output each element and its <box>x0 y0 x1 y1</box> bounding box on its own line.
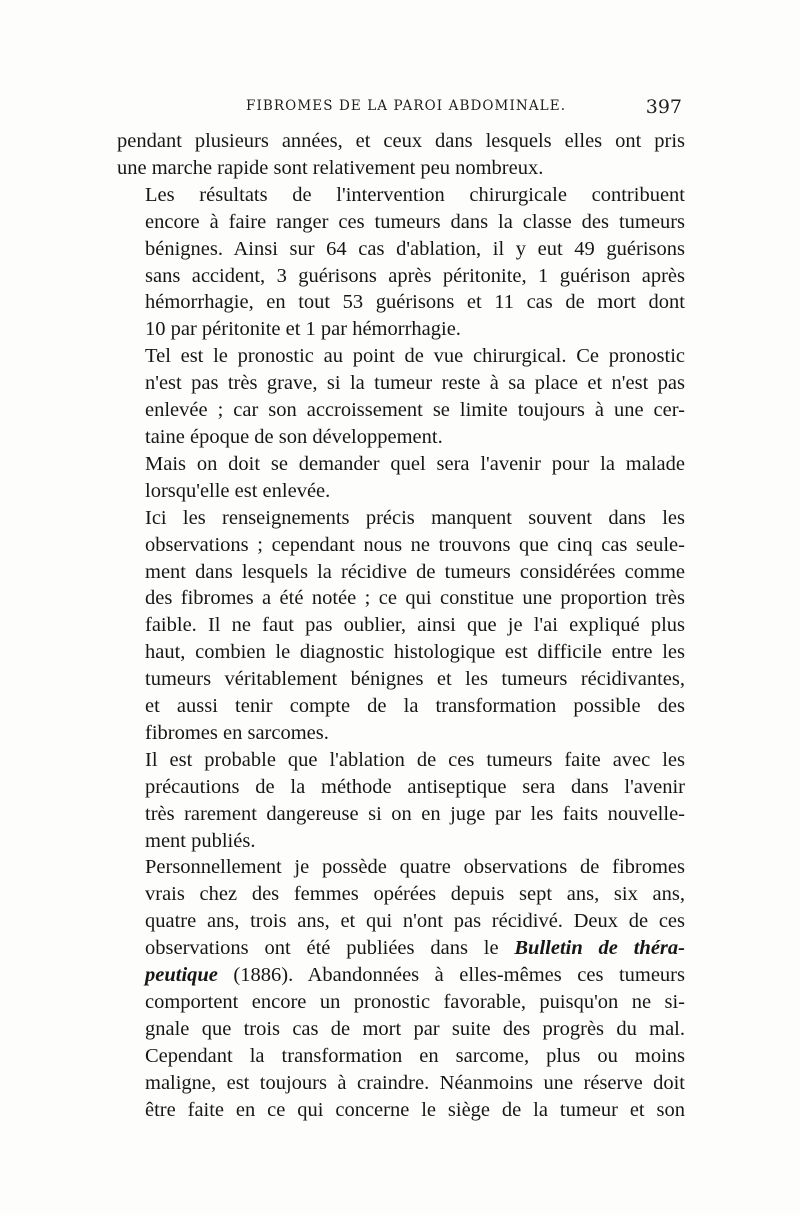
text-line: Les résultats de l'intervention chirurgicale contribuent <box>145 183 685 206</box>
text-line: taine époque de son développement. <box>145 425 443 448</box>
text-line: tumeurs véritablement bénignes et les tumeurs récidivantes, <box>145 668 685 691</box>
text-line: lorsqu'elle est enlevée. <box>145 479 331 502</box>
page-number: 397 <box>645 96 682 118</box>
text-line: Cependant la transformation en sarcome, plus ou moins <box>145 1044 685 1067</box>
text-line: enlevée ; car son accroissement se limite toujours à une cer- <box>145 399 685 422</box>
text-line: n'est pas très grave, si la tumeur reste à sa place et n'est pas <box>145 372 685 395</box>
text-line: sans accident, 3 guérisons après péritonite, 1 guérison après <box>145 264 685 287</box>
text-line-with-citation <box>117 962 685 989</box>
text-segment: (1886). Abandonnées à elles-mêmes ces tumeurs <box>217 964 685 987</box>
text-line: observations ; cependant nous ne trouvons que cinq cas seule- <box>145 533 685 556</box>
paragraph <box>117 747 685 855</box>
paragraph <box>117 182 685 343</box>
text-line: 10 par péritonite et 1 par hémorrhagie. <box>145 318 461 341</box>
text-line: bénignes. Ainsi sur 64 cas d'ablation, il y eut 49 guérisons <box>145 237 685 260</box>
text-line: ment dans lesquels la récidive de tumeurs considérées comme <box>145 560 685 583</box>
journal-title: Bulletin de théra- <box>514 937 685 960</box>
text-line: hémorrhagie, en tout 53 guérisons et 11 cas de mort dont <box>145 291 685 314</box>
journal-title: peutique <box>145 964 218 987</box>
text-line: fibromes en sarcomes. <box>145 721 329 744</box>
paragraph <box>117 128 685 182</box>
text-line: comportent encore un pronostic favorable, puisqu'on ne si- <box>145 991 685 1013</box>
text-line: et aussi tenir compte de la transformation possible des <box>145 695 685 718</box>
text-line: Ici les renseignements précis manquent souvent dans les <box>145 506 685 529</box>
text-line: être faite en ce qui concerne le siège de la tumeur et son <box>145 1098 685 1121</box>
text-line: une marche rapide sont relativement peu nombreux. <box>117 156 544 179</box>
running-title: FIBROMES DE LA PAROI ABDOMINALE. <box>246 98 567 114</box>
text-line: maligne, est toujours à craindre. Néanmoins une réserve doit <box>145 1071 685 1094</box>
text-line: quatre ans, trois ans, et qui n'ont pas récidivé. Deux de ces <box>145 910 685 933</box>
text-line: gnale que trois cas de mort par suite des progrès du mal. <box>145 1017 685 1040</box>
text-line: ment publiés. <box>145 829 256 852</box>
paragraph <box>117 505 685 747</box>
text-line: pendant plusieurs années, et ceux dans lesquels elles ont pris <box>117 130 685 152</box>
text-line: faible. Il ne faut pas oublier, ainsi que je l'ai expliqué plus <box>145 614 685 637</box>
text-line: Mais on doit se demander quel sera l'avenir pour la malade <box>145 452 685 475</box>
paragraph <box>117 343 685 451</box>
text-segment: observations ont été publiées dans le <box>145 937 515 960</box>
text-line: haut, combien le diagnostic histologique est difficile entre les <box>145 641 685 664</box>
text-line: Personnellement je possède quatre observations de fibromes <box>145 856 685 879</box>
text-line: précautions de la méthode antiseptique sera dans l'avenir <box>145 775 685 798</box>
text-line: très rarement dangereuse si on en juge par les faits nouvelle- <box>145 802 685 825</box>
text-line: encore à faire ranger ces tumeurs dans la classe des tumeurs <box>145 210 685 233</box>
text-line: vrais chez des femmes opérées depuis sept ans, six ans, <box>145 883 685 906</box>
body-text <box>117 128 685 1124</box>
paragraph <box>117 854 685 1123</box>
paragraph <box>117 451 685 505</box>
text-line: des fibromes a été notée ; ce qui constitue une proportion très <box>145 587 685 610</box>
page-header <box>118 96 684 120</box>
text-line-with-citation <box>117 935 685 962</box>
text-line: Tel est le pronostic au point de vue chirurgical. Ce pronostic <box>145 345 685 368</box>
text-line: Il est probable que l'ablation de ces tumeurs faite avec les <box>145 748 685 771</box>
